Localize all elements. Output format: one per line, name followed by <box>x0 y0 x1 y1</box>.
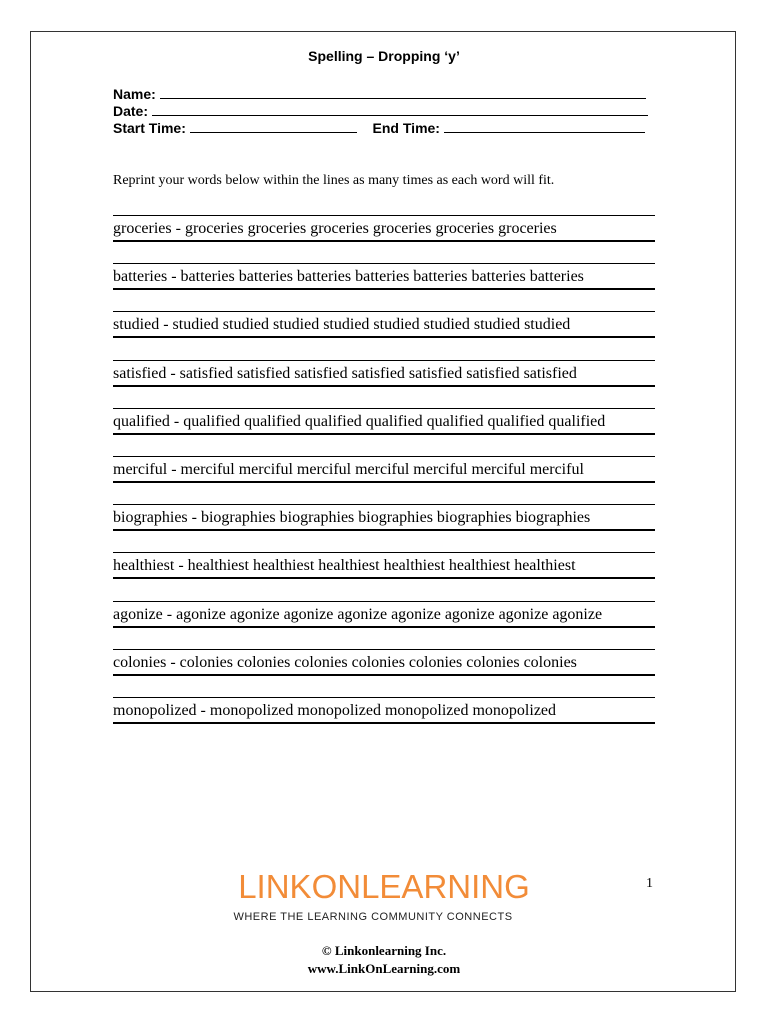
row-bottom-rule <box>113 385 655 387</box>
row-bottom-rule <box>113 529 655 531</box>
practice-word-text: qualified - qualified qualified qualified qualified qualified qualified qualified <box>113 412 606 430</box>
row-bottom-rule <box>113 288 655 290</box>
practice-row[interactable] <box>113 311 655 337</box>
practice-row[interactable] <box>113 697 655 723</box>
name-line[interactable] <box>160 86 646 99</box>
row-bottom-rule <box>113 240 655 242</box>
row-top-rule <box>113 649 655 650</box>
practice-row[interactable] <box>113 552 655 578</box>
practice-word-text: studied - studied studied studied studied studied studied studied studied <box>113 316 571 334</box>
practice-row[interactable] <box>113 360 655 386</box>
page-number: 1 <box>646 876 653 891</box>
practice-word-text: biographies - biographies biographies biographies biographies biographies <box>113 509 591 527</box>
worksheet-title: Spelling – Dropping ‘y’ <box>308 48 460 64</box>
practice-word-text: groceries - groceries groceries groceries groceries groceries groceries <box>113 220 557 237</box>
row-top-rule <box>113 601 655 602</box>
row-top-rule <box>113 456 655 457</box>
website: www.LinkOnLearning.com <box>307 961 461 976</box>
instructions: Reprint your words below within the lines as many times as each word will fit. <box>113 173 555 188</box>
practice-row[interactable] <box>113 456 655 482</box>
row-top-rule <box>113 311 655 312</box>
linkonlearning-logo: LINKONLEARNING <box>238 868 530 905</box>
practice-row[interactable] <box>113 649 655 675</box>
practice-word-text: healthiest - healthiest healthiest healthiest healthiest healthiest healthiest <box>113 557 576 575</box>
logo-tagline: WHERE THE LEARNING COMMUNITY CONNECTS <box>233 911 513 923</box>
row-bottom-rule <box>113 336 655 338</box>
row-bottom-rule <box>113 722 655 724</box>
practice-row[interactable] <box>113 601 655 627</box>
row-top-rule <box>113 408 655 409</box>
practice-word-text: merciful - merciful merciful merciful merciful merciful merciful merciful <box>113 461 584 478</box>
row-top-rule <box>113 552 655 553</box>
practice-word-text: satisfied - satisfied satisfied satisfied satisfied satisfied satisfied satisfied <box>113 364 577 382</box>
row-bottom-rule <box>113 577 655 579</box>
row-top-rule <box>113 697 655 698</box>
start-time-line[interactable] <box>190 120 357 133</box>
practice-row[interactable] <box>113 215 655 241</box>
row-top-rule <box>113 263 655 264</box>
row-top-rule <box>113 215 655 216</box>
date-line[interactable] <box>152 103 648 116</box>
name-field[interactable] <box>113 86 646 102</box>
row-top-rule <box>113 360 655 361</box>
practice-word-text: batteries - batteries batteries batteries batteries batteries batteries batteries <box>113 268 584 286</box>
practice-word-text: colonies - colonies colonies colonies colonies colonies colonies colonies <box>113 653 577 671</box>
date-label: Date: <box>113 103 149 119</box>
practice-word-text: monopolized - monopolized monopolized monopolized monopolized <box>113 702 557 719</box>
practice-row[interactable] <box>113 408 655 434</box>
row-bottom-rule <box>113 674 655 676</box>
start-time-label: Start Time: <box>113 120 186 136</box>
row-bottom-rule <box>113 626 655 628</box>
date-field[interactable] <box>113 103 648 119</box>
name-label: Name: <box>113 86 156 102</box>
practice-row[interactable] <box>113 263 655 289</box>
copyright: © Linkonlearning Inc. <box>321 943 447 958</box>
time-fields <box>113 120 645 136</box>
end-time-label: End Time: <box>372 120 440 136</box>
practice-word-text: agonize - agonize agonize agonize agonize agonize agonize agonize agonize <box>113 605 603 623</box>
row-top-rule <box>113 504 655 505</box>
row-bottom-rule <box>113 433 655 435</box>
practice-row[interactable] <box>113 504 655 530</box>
row-bottom-rule <box>113 481 655 483</box>
end-time-line[interactable] <box>444 120 645 133</box>
